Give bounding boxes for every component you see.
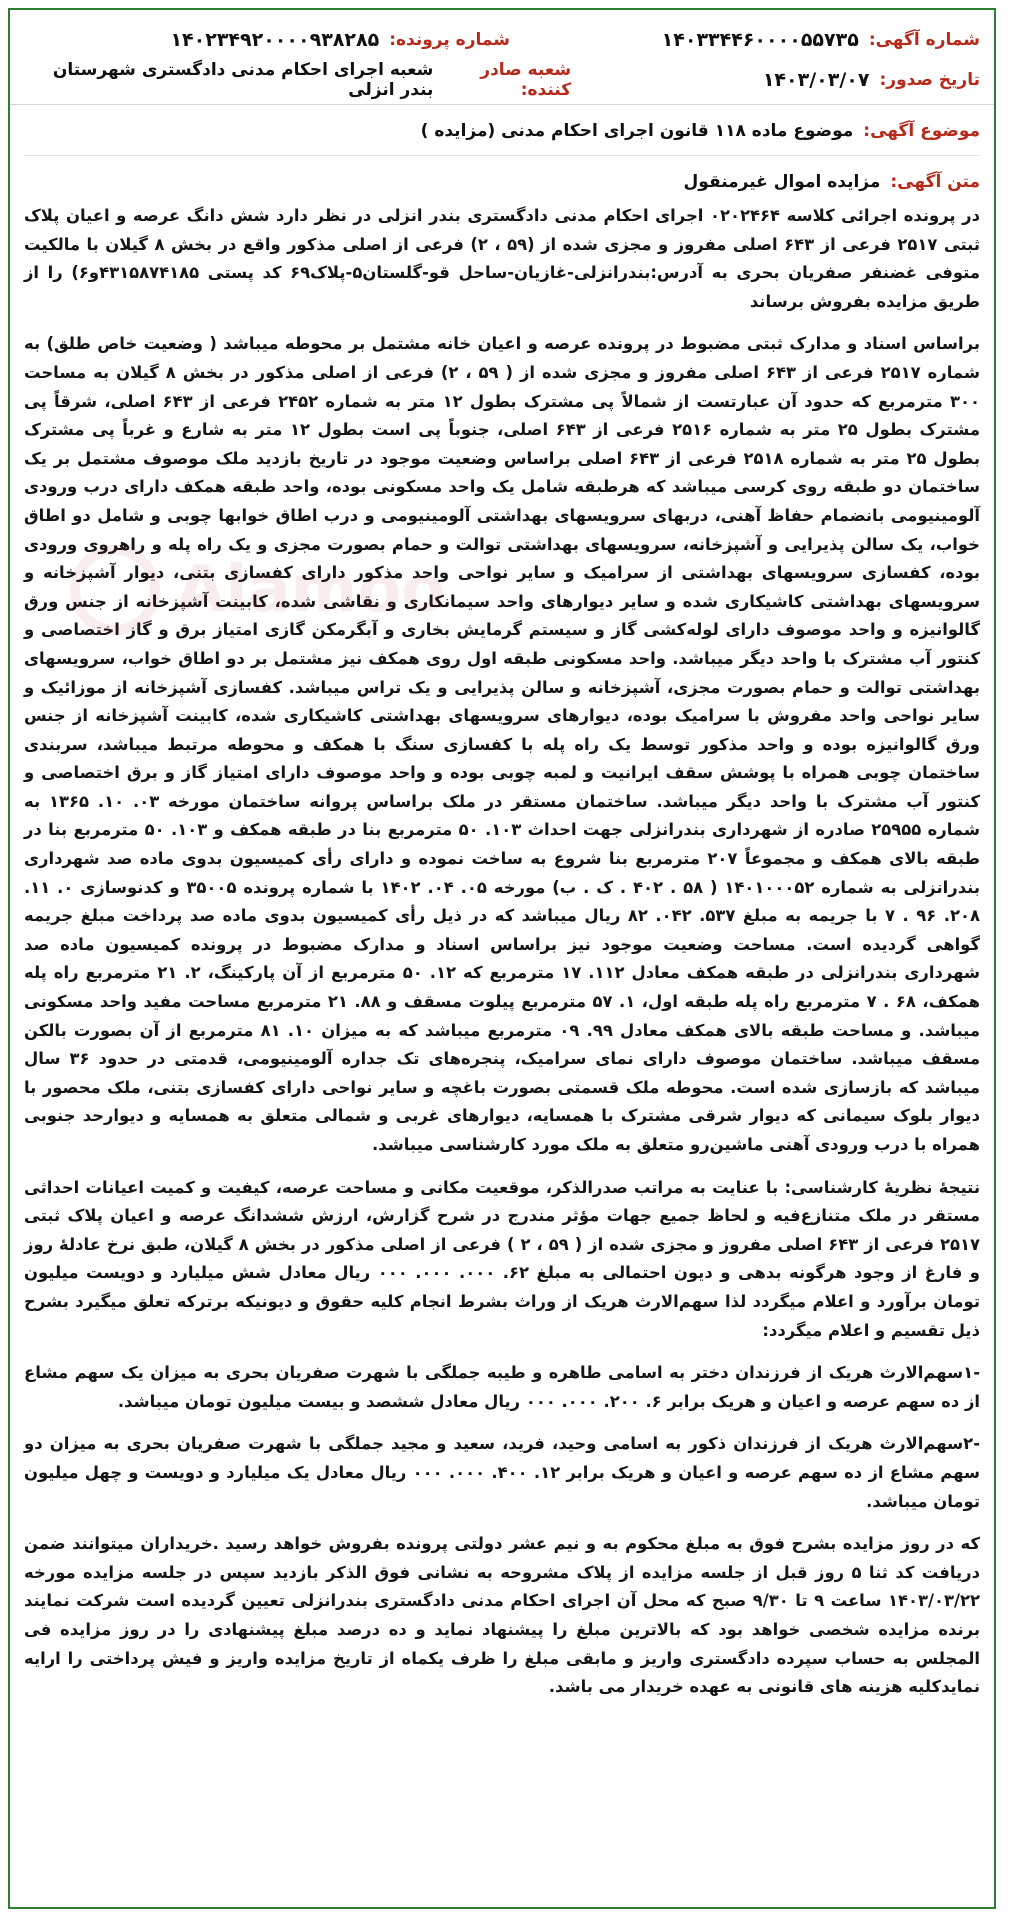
- case-number-label: شماره پرونده:: [389, 30, 510, 50]
- ad-number: [510, 29, 980, 51]
- paragraph-intro: در پرونده اجرائی کلاسه ۰۲۰۲۴۶۴ اجرای احکام مدنی دادگستری بندر انزلی در نظر دارد شش دانگ عرصه و اعیان پلاک ثبتی ۲۵۱۷ فرعی از ۶۴۳ اصلی مفروز و مجزی شده از (۵۹ ، ۲) فرعی از اصلی مذکور واقع در بخش ۸ گیلان با مالکیت متوفی غضنفر صفریان بحری به آدرس:بندرانزلی-غازیان-ساحل قو-گلستان۵-پلاک۶۹ کد پستی ۴۳۱۵۸۷۴۱۸۵و۶) را از طریق مزایده بفروش برساند: [24, 206, 980, 311]
- divider: [24, 155, 980, 156]
- header: [10, 10, 994, 105]
- case-number: [170, 29, 510, 51]
- issue-date: [571, 69, 980, 91]
- meta-section: [10, 105, 994, 200]
- ad-number-value: ۱۴۰۳۳۴۴۶۰۰۰۰۵۵۷۳۵: [661, 29, 859, 51]
- issue-date-value: ۱۴۰۳/۰۳/۰۷: [762, 69, 870, 91]
- subject-value: موضوع ماده ۱۱۸ قانون اجرای احکام مدنی (مزایده ): [420, 121, 854, 141]
- ad-number-label: شماره آگهی:: [868, 30, 980, 50]
- branch-label: شعبه صادر کننده:: [480, 60, 572, 100]
- paragraph-expert-opinion: نتیجهٔ نظریهٔ کارشناسی: با عنایت به مراتب صدرالذکر، موقعیت مکانی و مساحت عرصه، کیفیت و کمیت اعیانات احداثی مستقر در ملک متنازع‌فیه و لحاظ جمیع جهات مؤثر مندرج در شرح گزارش، ارزش ششدانگ عرصه و اعیان پلاک ثبتی ۲۵۱۷ فرعی از ۶۴۳ اصلی مفروز و مجزی شده از ( ۵۹ ، ۲ ) فرعی از اصلی مذکور در بخش ۸ گیلان، طبق نرخ عادلهٔ روز و فارغ از وجود هرگونه بدهی و دیون احتمالی به مبلغ ۶۲. ۰۰۰. ۰۰۰. ۰۰۰ ریال معادل شش میلیارد و دویست میلیون تومان برآورد و اعلام میگردد لذا سهم‌الارث هریک از وراث بشرط انجام کلیه حقوق و دیونیکه برترکه تعلق میگیرد بشرح ذیل تقسیم و اعلام میگردد:: [24, 1177, 981, 1340]
- header-row-2: [24, 60, 980, 100]
- text-title: مزایده اموال غیرمنقول: [683, 172, 881, 192]
- header-row-1: [24, 20, 980, 60]
- issue-date-label: تاریخ صدور:: [879, 70, 980, 90]
- paragraph-property-description: براساس اسناد و مدارک ثبتی مضبوط در پرونده عرصه و اعیان خانه مشتمل بر محوطه میباشد ( وضعیت خاص طلق) به شماره ۲۵۱۷ فرعی از ۶۴۳ اصلی مفروز و مجزی شده از ( ۵۹ ، ۲) فرعی از اصلی مذکور در بخش ۸ گیلان به مساحت ۳۰۰ مترمربع که حدود آن عبارتست از شمالاً پی مشترک بطول ۱۲ متر به شماره ۲۴۵۲ فرعی از ۶۴۳ اصلی، شرقاً پی مشترک بطول ۲۵ متر به شماره ۲۵۱۶ فرعی از ۶۴۳ اصلی، جنوباً پی است بطول ۱۲ متر به شارع و غرباً پی مشترک بطول ۲۵ متر به شماره ۲۵۱۸ فرعی از ۶۴۳ اصلی براساس وضعیت موجود در تاریخ بازدید ملک موصوف مشتمل بر یک ساختمان دو طبقه روی کرسی میباشد که هرطبقه شامل یک واحد مسکونی بوده، واحد طبقه همکف دارای درب ورودی آلومینیومی بانضمام حفاظ آهنی، دربهای سرویسهای بهداشتی آلومینیومی و درب اطاق خوابها چوبی و شامل دو اطاق خواب، یک سالن پذیرایی و آشپزخانه، سرویسهای بهداشتی توالت و حمام بصورت مجزی و یک راه پله و راهروی ورودی بوده، کفسازی سرویسهای بهداشتی از سرامیک و سایر نواحی واحد مذکور دارای کفسازی بتنی، دیوار آشپزخانه و سرویسهای بهداشتی کاشیکاری شده و سایر دیوارهای واحد سیمانکاری و نقاشی شده، کابینت آشپزخانه از جنس ورق گالوانیزه و واحد موصوف دارای لوله‌کشی گاز و سیستم گرمایش بخاری و آبگرمکن گازی امتیاز برق و گاز اختصاصی و کنتور آب مشترک با واحد دیگر میباشد. واحد مسکونی طبقه اول روی همکف نیز مشتمل بر دو اطاق خواب، سرویسهای بهداشتی توالت و حمام بصورت مجزی، آشپزخانه و سالن پذیرایی و یک تراس میباشد. کفسازی آشپزخانه از موزائیک و سایر نواحی واحد مفروش با سرامیک بوده، دیوارهای سرویسهای بهداشتی کاشیکاری شده، کابینت آشپزخانه از جنس ورق گالوانیزه بوده و واحد مذکور توسط یک راه پله با کفسازی سنگ با همکف و محوطه مرتبط میباشد، سربندی ساختمان چوبی همراه با پوشش سقف ایرانیت و لمبه چوبی بوده و واحد موصوف دارای امتیاز گاز و برق اختصاصی و کنتور آب مشترک با واحد دیگر میباشد. ساختمان مستقر در ملک براساس پروانه ساختمان مورخه ۰۳. ۱۰. ۱۳۶۵ به شماره ۲۵۹۵۵ صادره از شهرداری بندرانزلی جهت احداث ۱۰۳. ۵۰ مترمربع بنا در طبقه همکف و ۱۰۳. ۵۰ مترمربع بنا در طبقه بالای همکف و مجموعاً ۲۰۷ مترمربع بنا شروع به ساخت نموده و دارای رأی کمیسیون بدوی ماده صد شهرداری بندرانزلی به شماره ۱۴۰۱۰۰۰۵۲ ( ۵۸ . ۴۰۲ . ک . ب) مورخه ۰۵. ۰۴. ۱۴۰۲ با شماره پرونده ۳۵۰۰۵ و کدنوسازی ۰. ۱۱. ۲۰۸. ۹۶ . ۷ با جریمه به مبلغ ۵۳۷. ۰۴۲. ۸۲ ریال میباشد که در ذیل رأی کمیسیون بدوی ماده صد پرداخت مبلغ جریمه گواهی گردیده است. مساحت وضعیت موجود نیز براساس اسناد و مدارک مضبوط در پرونده کمیسیون ماده صد شهرداری بندرانزلی در طبقه همکف معادل ۱۱۲. ۱۷ مترمربع که ۱۲. ۵۰ مترمربع از آن پارکینگ، ۲. ۲۱ مترمربع راه پله همکف، ۶۸ . ۷ مترمربع راه پله طبقه اول، ۱. ۵۷ مترمربع پیلوت مسقف و ۸۸. ۲۱ مترمربع مساحت مفید واحد مسکونی میباشد. و مساحت طبقه بالای همکف معادل ۹۹. ۰۹ مترمربع میباشد که به میزان ۱۰. ۸۱ مترمربع از آن بصورت بالکن مسقف میباشد. ساختمان موصوف دارای نمای سرامیک، پنجره‌های تک جداره آلومینیومی، قدمتی در حدود ۳۶ سال میباشد که بازسازی شده است. محوطه ملک قسمتی بصورت باغچه و سایر نواحی دارای کفسازی بتنی، ملک محصور با دیوار بلوک سیمانی که دیوار شرقی مشترک با همسایه، دیوارهای غربی و شمالی متعلق به همسایه و دیوارحد جنوبی همراه با درب ورودی آهنی ماشین‌رو متعلق به ملک مورد کارشناسی میباشد.: [24, 334, 981, 1154]
- paragraph-auction-terms: که در روز مزایده بشرح فوق به مبلغ محکوم به و نیم عشر دولتی پرونده بفروش خواهد رسید .خریداران میتوانند ضمن دریافت کد ثنا ۵ روز قبل از جلسه مزایده از پلاک مشروحه به نشانی فوق الذکر بازدید سپس در جلسه مزایده مورخه ۱۴۰۳/۰۳/۲۲ ساعت ۹ تا ۹/۳۰ صبح که محل آن اجرای احکام مدنی دادگستری بندرانزلی تعیین گردیده است شرکت نمایند برنده مزایده شخصی خواهد بود که بالاترین مبلغ را پیشنهاد نماید و ده درصد مبلغ پیشنهادی را در روز مزایده فی المجلس به حساب سپرده دادگستری واریز و مابقی مبلغ را ظرف یکماه از تاریخ مزایده واریز و فیش پرداختی را ارایه نمایدکلیه هزینه های قانونی به عهده خریدار می باشد.: [24, 1534, 981, 1697]
- branch-value: شعبه اجرای احکام مدنی دادگستری شهرستان بندر انزلی: [52, 60, 434, 100]
- paragraph-daughters-share: -۱سهم‌الارث هریک از فرزندان دختر به اسامی طاهره و طیبه جملگی با شهرت صفریان بحری به میزان یک سهم مشاع از ده سهم عرصه و اعیان و هریک برابر ۶. ۲۰۰. ۰۰۰. ۰۰۰ ریال معادل ششصد و بیست میلیون تومان میباشد.: [24, 1363, 980, 1411]
- watermark-text: Alamoo: [176, 553, 446, 627]
- subject-row: [24, 113, 980, 149]
- announcement-body: [10, 200, 994, 1702]
- case-number-value: ۱۴۰۲۳۴۹۲۰۰۰۰۹۳۸۲۸۵: [170, 29, 380, 51]
- announcement-frame: [8, 8, 996, 1909]
- text-title-row: [24, 164, 980, 200]
- issuing-branch: [24, 60, 571, 100]
- text-label: متن آگهی:: [890, 172, 980, 192]
- subject-label: موضوع آگهی:: [863, 121, 980, 141]
- paragraph-sons-share: -۲سهم‌الارث هریک از فرزندان ذکور به اسامی وحید، فرید، سعید و مجید جملگی با شهرت صفریان بحری به میزان دو سهم مشاع از ده سهم عرصه و اعیان و هریک برابر ۱۲. ۴۰۰. ۰۰۰. ۰۰۰ ریال معادل یک میلیارد و دویست و چهل میلیون تومان میباشد.: [24, 1434, 981, 1511]
